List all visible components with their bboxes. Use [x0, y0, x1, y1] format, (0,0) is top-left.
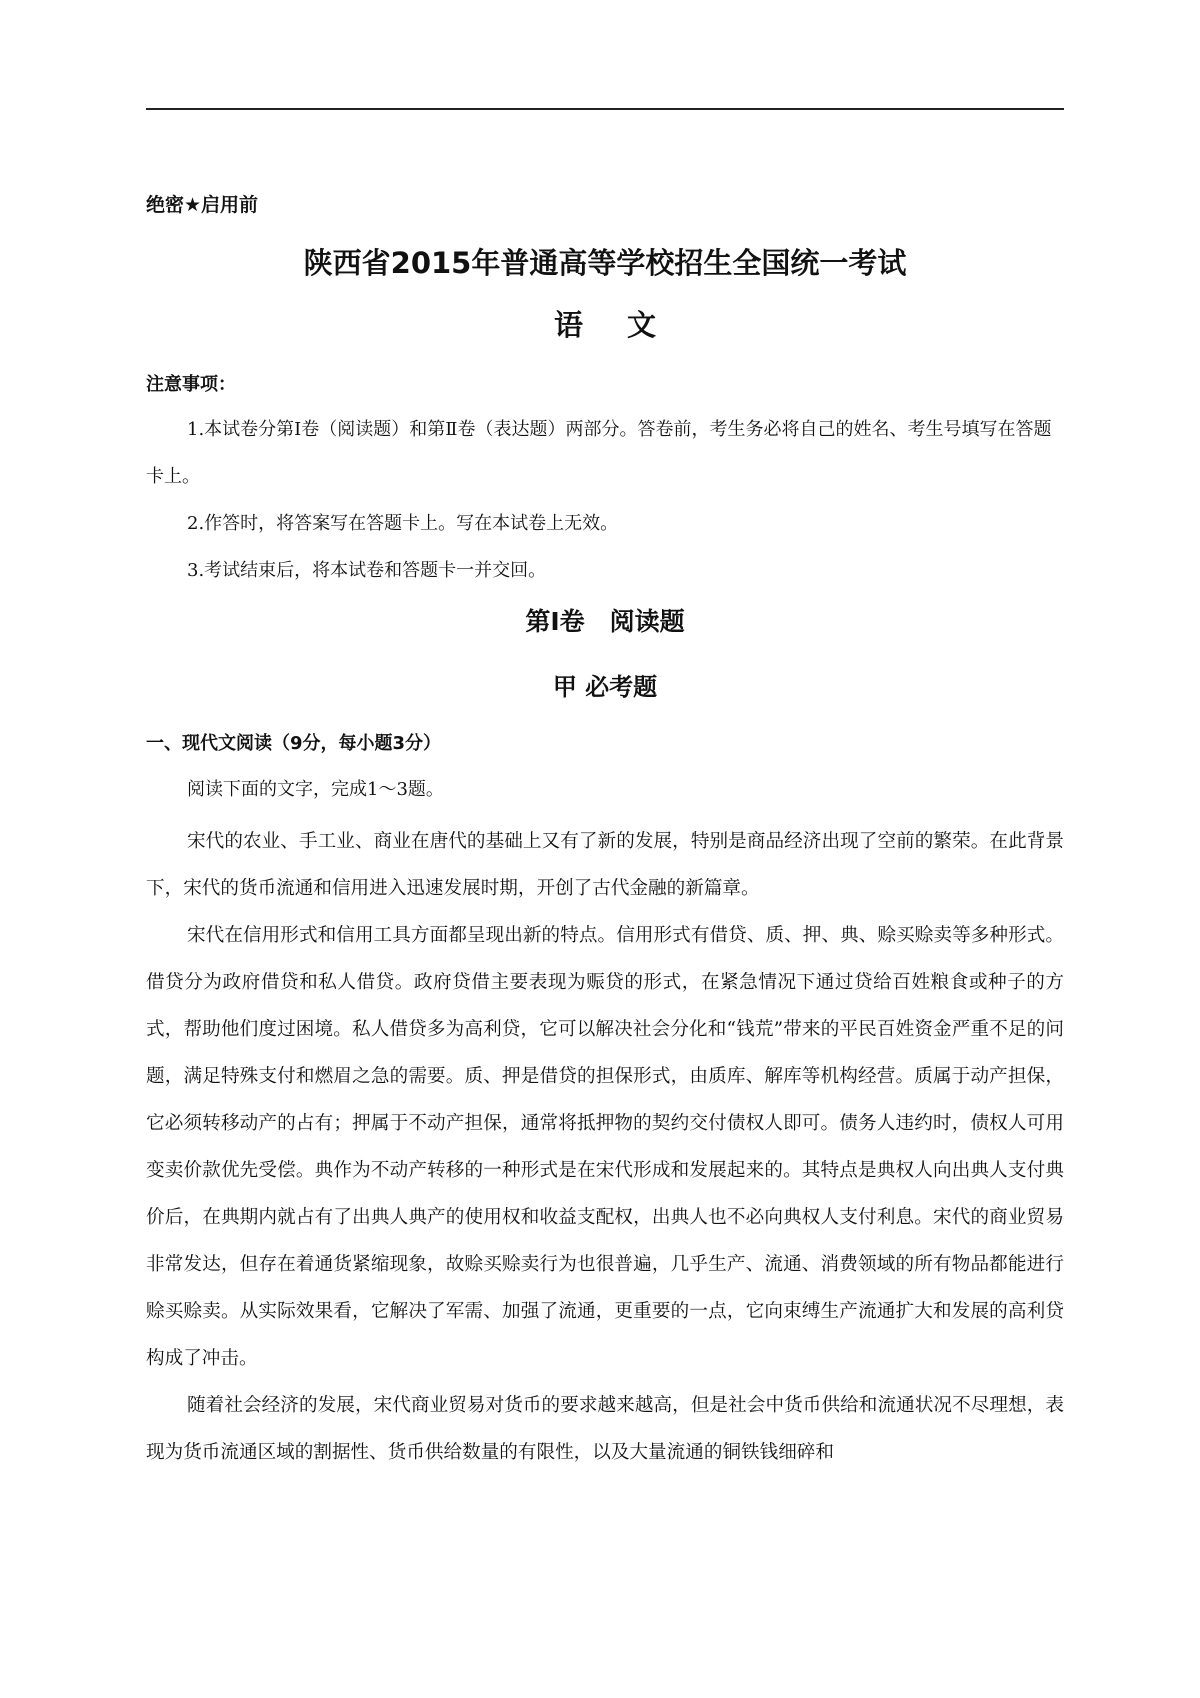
notice-item: 2.作答时，将答案写在答题卡上。写在本试卷上无效。 [187, 513, 619, 534]
secret-mark: 绝密★启用前 [146, 194, 259, 216]
part-title: 第Ⅰ卷 阅读题 [525, 607, 685, 636]
header-rule [146, 108, 1064, 110]
question-instruction: 阅读下面的文字，完成1～3题。 [187, 779, 444, 800]
reading-passage [146, 818, 1064, 1476]
subject-title: 语文 [553, 308, 700, 342]
section-title: 甲 必考题 [552, 673, 658, 701]
exam-title: 陕西省2015年普通高等学校招生全国统一考试 [303, 246, 907, 280]
question-heading: 一、现代文阅读（9分，每小题3分） [146, 733, 442, 754]
notice-item: 3.考试结束后，将本试卷和答题卡一并交回。 [187, 560, 547, 581]
notice-list [146, 406, 1064, 594]
notice-item: 1.本试卷分第Ⅰ卷（阅读题）和第Ⅱ卷（表达题）两部分。答卷前，考生务必将自己的姓名、考生号填写在答题卡上。 [146, 419, 1052, 487]
passage-paragraph: 宋代的农业、手工业、商业在唐代的基础上又有了新的发展，特别是商品经济出现了空前的繁荣。在此背景下，宋代的货币流通和信用进入迅速发展时期，开创了古代金融的新篇章。 [146, 831, 1064, 899]
passage-paragraph: 随着社会经济的发展，宋代商业贸易对货币的要求越来越高，但是社会中货币供给和流通状况不尽理想，表现为货币流通区域的割据性、货币供给数量的有限性，以及大量流通的铜铁钱细碎和 [146, 1395, 1064, 1463]
passage-paragraph: 宋代在信用形式和信用工具方面都呈现出新的特点。信用形式有借贷、质、押、典、赊买赊卖等多种形式。借贷分为政府借贷和私人借贷。政府贷借主要表现为赈贷的形式，在紧急情况下通过贷给百姓粮食或种子的方式，帮助他们度过困境。私人借贷多为高利贷，它可以解决社会分化和“钱荒”带来的平民百姓资金严重不足的问题，满足特殊支付和燃眉之急的需要。质、押是借贷的担保形式，由质库、解库等机构经营。质属于动产担保，它必须转移动产的占有；押属于不动产担保，通常将抵押物的契约交付债权人即可。债务人违约时，债权人可用变卖价款优先受偿。典作为不动产转移的一种形式是在宋代形成和发展起来的。其特点是典权人向出典人支付典价后，在典期内就占有了出典人典产的使用权和收益支配权，出典人也不必向典权人支付利息。宋代的商业贸易非常发达，但存在着通货紧缩现象，故赊买赊卖行为也很普遍，几乎生产、流通、消费领域的所有物品都能进行赊买赊卖。从实际效果看，它解决了军需、加强了流通，更重要的一点，它向束缚生产流通扩大和发展的高利贷构成了冲击。 [146, 925, 1064, 1369]
notice-title: 注意事项： [146, 374, 236, 395]
